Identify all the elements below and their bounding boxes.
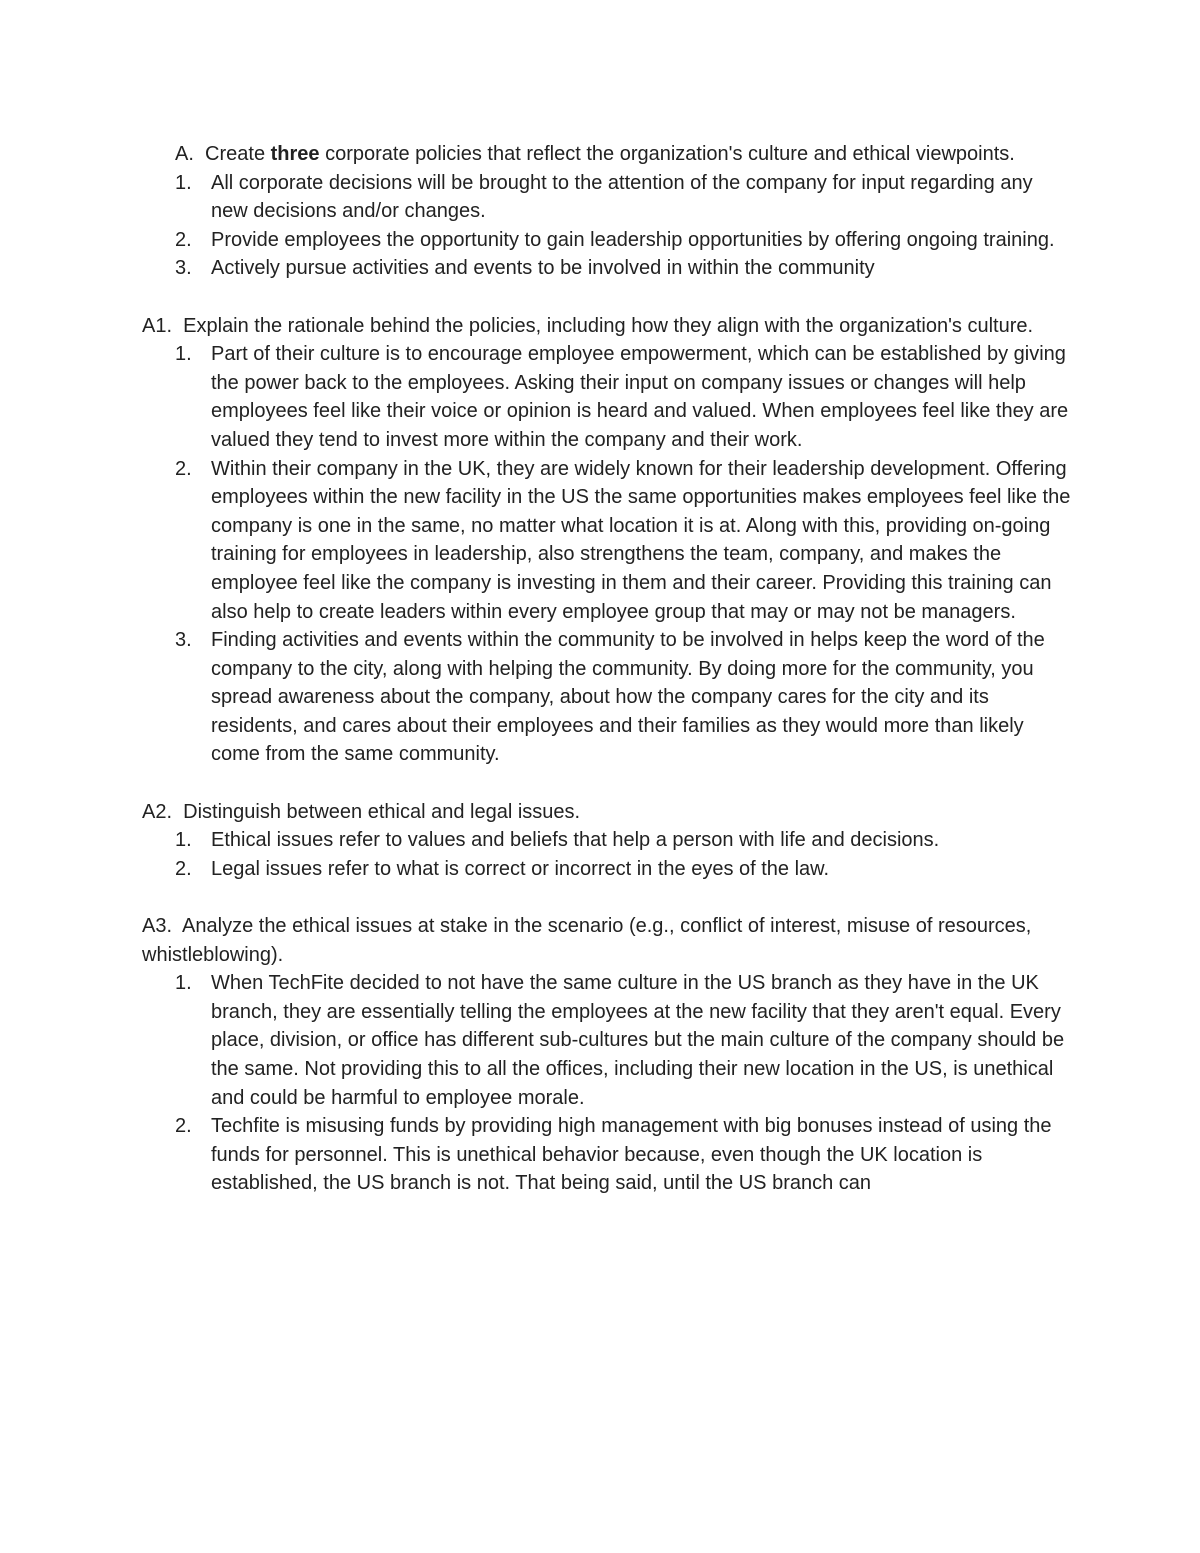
section-a1-heading [142,312,1072,341]
list-item [142,626,1072,769]
section-a-suffix: corporate policies that reflect the organization's culture and ethical viewpoints. [325,143,1015,165]
list-number: 2. [175,857,192,880]
list-item [142,1112,1072,1198]
list-item [142,226,1072,255]
list-number: 1. [175,972,192,995]
list-item [142,455,1072,627]
section-a2-list [142,826,1072,883]
section-a3-list [142,969,1072,1198]
list-number: 2. [175,457,192,480]
list-number: 2. [175,1115,192,1138]
list-text: Within their company in the UK, they are widely known for their leadership development. Offering employees within the new facility in the US the same opportunities makes employees feel like the company is one in the same, no matter what location it is at. Along with this, providing on-going training for employees in leadership, also strengthens the team, company, and makes the employee feel like the company is investing in them and their career. Providing this training can also help to create leaders within every employee group that may or may not be managers. [211,457,1071,623]
list-number: 2. [175,228,192,251]
list-text: Actively pursue activities and events to be involved in within the community [211,257,875,280]
section-a3 [142,912,1072,1198]
list-number: 1. [175,343,192,366]
section-a2-heading [142,798,1072,827]
list-item [142,855,1072,884]
list-item [142,169,1072,226]
list-number: 3. [175,257,192,280]
list-text: Techfite is misusing funds by providing high management with big bonuses instead of using the funds for personnel. This is unethical behavior because, even though the UK location is established, the US branch is not. That being said, until the US branch can [211,1115,1052,1195]
list-number: 1. [175,829,192,852]
list-item [142,254,1072,283]
section-a-label: A. [175,143,194,165]
section-a3-heading [142,912,1072,969]
section-a3-label: A3. [142,915,173,938]
list-text: Provide employees the opportunity to gain leadership opportunities by offering ongoing training. [211,228,1055,251]
section-a1-text: Explain the rationale behind the policies, including how they align with the organization's culture. [183,314,1034,337]
list-item [142,969,1072,1112]
section-a2-label: A2. [142,800,173,823]
section-a-heading [142,140,1072,169]
section-a-bold: three [270,143,320,165]
list-text: Part of their culture is to encourage employee empowerment, which can be established by giving the power back to the employees. Asking their input on company issues or changes will help employees feel like their voice or opinion is heard and valued. When employees feel like they are valued they tend to invest more within the company and their work. [211,343,1069,451]
list-number: 3. [175,629,192,652]
section-a2 [142,798,1072,884]
list-text: When TechFite decided to not have the same culture in the US branch as they have in the UK branch, they are essentially telling the employees at the new facility that they aren't equal. Every place, division, or office has different sub-cultures but the main culture of the company should be the same. Not providing this to all the offices, including their new location in the US, is unethical and could be harmful to employee morale. [211,972,1065,1109]
document-body [142,140,1072,1198]
section-a1-label: A1. [142,314,173,337]
list-text: Ethical issues refer to values and beliefs that help a person with life and decisions. [211,829,940,852]
section-a1-list [142,340,1072,769]
list-text: Legal issues refer to what is correct or incorrect in the eyes of the law. [211,857,830,880]
list-number: 1. [175,171,192,194]
list-item [142,340,1072,454]
section-a3-text: Analyze the ethical issues at stake in the scenario (e.g., conflict of interest, misuse of resources, whistleblowing). [142,915,1032,966]
section-a-list [142,169,1072,283]
list-text: All corporate decisions will be brought to the attention of the company for input regarding any new decisions and/or changes. [211,171,1033,223]
list-item [142,826,1072,855]
section-a2-text: Distinguish between ethical and legal issues. [183,800,581,823]
section-a [142,140,1072,283]
section-a-prefix: Create [205,143,266,165]
section-a1 [142,312,1072,770]
list-text: Finding activities and events within the community to be involved in helps keep the word of the company to the city, along with helping the community. By doing more for the community, you spread awareness about the company, about how the company cares for the city and its residents, and cares about their employees and their families as they would more than likely come from the same community. [211,629,1045,766]
